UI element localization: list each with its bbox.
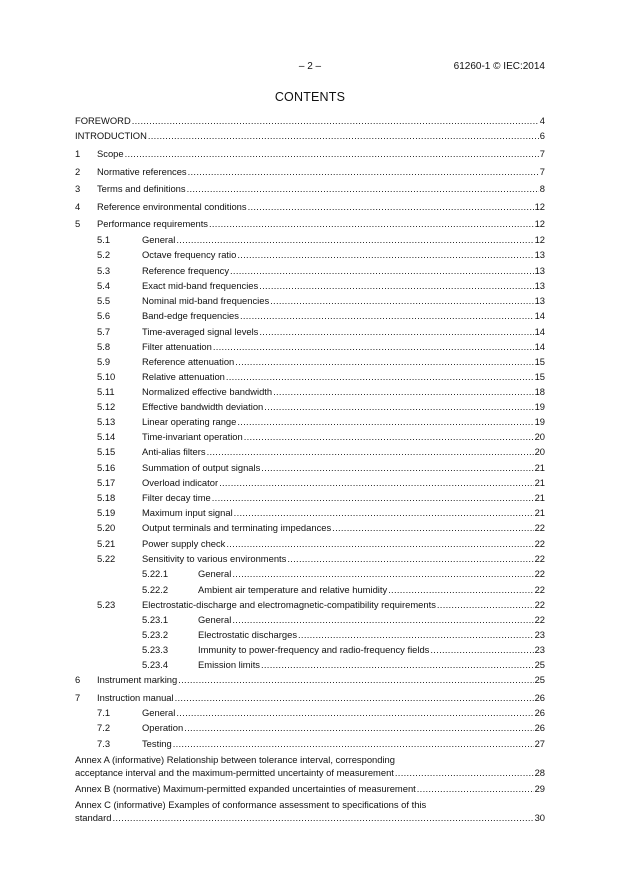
- dot-leader: [213, 341, 534, 353]
- toc-entry-page: 13: [534, 280, 545, 291]
- toc-entry-title: Electrostatic-discharge and electromagnetic-compatibility requirements: [142, 599, 436, 610]
- toc-entry-title: General: [198, 568, 232, 579]
- dot-leader: [234, 507, 534, 519]
- annex-entry[interactable]: [75, 783, 545, 795]
- page-number: – 2 –: [298, 61, 322, 72]
- toc-entry-number: 5.8: [97, 341, 111, 352]
- dot-leader: [148, 130, 539, 142]
- toc-entry[interactable]: [75, 738, 545, 750]
- annex-title: Annex B (normative) Maximum-permitted expanded uncertainties of measurement: [75, 783, 416, 794]
- toc-entry[interactable]: [75, 599, 545, 611]
- toc-entry-title: Scope: [97, 148, 124, 159]
- dot-leader: [237, 249, 533, 261]
- dot-leader: [187, 183, 539, 195]
- toc-entry[interactable]: [75, 416, 545, 428]
- toc-entry-title: Ambient air temperature and relative humidity: [198, 584, 388, 595]
- toc-entry[interactable]: [75, 115, 545, 127]
- toc-entry-page: 12: [534, 218, 545, 229]
- toc-entry-page: 22: [534, 599, 545, 610]
- dot-leader: [212, 492, 534, 504]
- toc-entry-number: 3: [75, 183, 81, 194]
- dot-leader: [244, 431, 534, 443]
- toc-entry-page: 20: [534, 431, 545, 442]
- toc-entry-page: 23: [534, 644, 545, 655]
- dot-leader: [261, 659, 534, 671]
- toc-entry-title: Filter decay time: [142, 492, 211, 503]
- toc-entry-title: Anti-alias filters: [142, 446, 206, 457]
- annex-entry[interactable]: [75, 767, 545, 779]
- toc-entry-number: 5.12: [97, 401, 116, 412]
- dot-leader: [298, 629, 534, 641]
- toc-entry[interactable]: [75, 553, 545, 565]
- annex-page: 30: [534, 812, 545, 823]
- toc-entry[interactable]: [75, 674, 545, 686]
- toc-entry-title: Octave frequency ratio: [142, 249, 237, 260]
- toc-entry-title: Exact mid-band frequencies: [142, 280, 259, 291]
- toc-entry-page: 7: [539, 166, 545, 177]
- toc-entry-page: 7: [539, 148, 545, 159]
- toc-entry-number: 5.19: [97, 507, 116, 518]
- toc-entry-title: Normalized effective bandwidth: [142, 386, 273, 397]
- toc-entry[interactable]: [75, 477, 545, 489]
- toc-entry-page: 13: [534, 249, 545, 260]
- toc-entry-number: 5.15: [97, 446, 116, 457]
- toc-entry-page: 13: [534, 295, 545, 306]
- toc-entry-title: Maximum input signal: [142, 507, 233, 518]
- toc-entry-page: 22: [534, 584, 545, 595]
- toc-entry-number: 1: [75, 148, 81, 159]
- toc-entry[interactable]: [75, 722, 545, 734]
- toc-entry-number: 5.23: [97, 599, 116, 610]
- toc-entry-number: 5.10: [97, 371, 116, 382]
- dot-leader: [240, 310, 534, 322]
- toc-entry-number: 5.21: [97, 538, 116, 549]
- toc-entry[interactable]: [75, 431, 545, 443]
- toc-entry-number: 5.7: [97, 326, 111, 337]
- dot-leader: [259, 280, 533, 292]
- toc-entry-page: 14: [534, 326, 545, 337]
- toc-entry-page: 20: [534, 446, 545, 457]
- toc-entry-title: General: [142, 707, 176, 718]
- annex-page: 29: [534, 783, 545, 794]
- toc-entry[interactable]: [75, 326, 545, 338]
- toc-entry-title: Operation: [142, 722, 184, 733]
- dot-leader: [178, 674, 533, 686]
- toc-entry-title: General: [198, 614, 232, 625]
- toc-entry-page: 22: [534, 538, 545, 549]
- toc-entry-title: Overload indicator: [142, 477, 219, 488]
- toc-entry[interactable]: [75, 446, 545, 458]
- toc-entry-number: 5.23.1: [142, 614, 169, 625]
- annex-title: acceptance interval and the maximum-permitted uncertainty of measurement: [75, 767, 394, 778]
- dot-leader: [287, 553, 533, 565]
- toc-entry-page: 27: [534, 738, 545, 749]
- toc-entry-number: 5.16: [97, 462, 116, 473]
- toc-entry-title: Instrument marking: [97, 674, 178, 685]
- dot-leader: [188, 166, 539, 178]
- dot-leader: [248, 201, 534, 213]
- toc-entry-number: 5.14: [97, 431, 116, 442]
- toc-entry-title: Terms and definitions: [97, 183, 186, 194]
- toc-entry-number: 5.3: [97, 265, 111, 276]
- toc-entry-number: 5.11: [97, 386, 115, 397]
- toc-entry-page: 21: [534, 507, 545, 518]
- toc-entry-page: 8: [539, 183, 545, 194]
- toc-entry-page: 21: [534, 462, 545, 473]
- toc-entry-number: 5.4: [97, 280, 111, 291]
- dot-leader: [132, 115, 539, 127]
- toc-entry-title: Time-invariant operation: [142, 431, 243, 442]
- dot-leader: [230, 265, 534, 277]
- toc-entry-title: Instruction manual: [97, 692, 174, 703]
- toc-entry[interactable]: [75, 166, 545, 178]
- toc-entry-number: 6: [75, 674, 81, 685]
- dot-leader: [259, 326, 533, 338]
- dot-leader: [176, 707, 533, 719]
- toc-entry[interactable]: [75, 341, 545, 353]
- toc-entry-page: 21: [534, 477, 545, 488]
- toc-entry-title: Output terminals and terminating impedances: [142, 522, 332, 533]
- annex-title-line[interactable]: Annex C (informative) Examples of conformance assessment to specifications of this: [75, 799, 427, 810]
- dot-leader: [388, 584, 533, 596]
- toc-entry-title: FOREWORD: [75, 115, 131, 126]
- toc-entry-title: Performance requirements: [97, 218, 208, 229]
- dot-leader: [209, 218, 534, 230]
- toc-entry-page: 15: [534, 356, 545, 367]
- toc-entry-page: 22: [534, 522, 545, 533]
- toc-entry[interactable]: [75, 584, 545, 596]
- toc-entry[interactable]: [75, 295, 545, 307]
- toc-entry-title: INTRODUCTION: [75, 130, 147, 141]
- annex-entry[interactable]: [75, 812, 545, 824]
- dot-leader: [273, 386, 533, 398]
- toc-entry-page: 14: [534, 310, 545, 321]
- dot-leader: [235, 356, 533, 368]
- toc-entry-number: 7.2: [97, 722, 111, 733]
- dot-leader: [176, 234, 533, 246]
- dot-leader: [219, 477, 533, 489]
- toc-entry-title: Summation of output signals: [142, 462, 261, 473]
- toc-entry-number: 5.23.4: [142, 659, 169, 670]
- toc-entry[interactable]: [75, 401, 545, 413]
- toc-entry-number: 5.2: [97, 249, 111, 260]
- toc-entry-title: Electrostatic discharges: [198, 629, 298, 640]
- toc-entry-page: 19: [534, 416, 545, 427]
- toc-entry-title: Reference environmental conditions: [97, 201, 247, 212]
- toc-entry-number: 5.22.1: [142, 568, 169, 579]
- toc-entry-title: Relative attenuation: [142, 371, 225, 382]
- toc-entry[interactable]: [75, 371, 545, 383]
- toc-entry-number: 5.20: [97, 522, 116, 533]
- toc-entry-page: 6: [539, 130, 545, 141]
- toc-entry-page: 13: [534, 265, 545, 276]
- toc-entry-page: 4: [539, 115, 545, 126]
- toc-entry[interactable]: [75, 614, 545, 626]
- dot-leader: [226, 538, 533, 550]
- toc-entry-title: Power supply check: [142, 538, 226, 549]
- dot-leader: [430, 644, 533, 656]
- toc-entry-page: 21: [534, 492, 545, 503]
- annex-title-line[interactable]: Annex A (informative) Relationship between tolerance interval, corresponding: [75, 754, 395, 765]
- toc-entry[interactable]: [75, 234, 545, 246]
- toc-entry-title: Effective bandwidth deviation: [142, 401, 264, 412]
- toc-entry[interactable]: [75, 386, 545, 398]
- toc-entry-page: 26: [534, 692, 545, 703]
- dot-leader: [395, 767, 534, 779]
- annex-title: standard: [75, 812, 112, 823]
- toc-entry[interactable]: [75, 538, 545, 550]
- toc-entry[interactable]: [75, 356, 545, 368]
- toc-entry[interactable]: [75, 507, 545, 519]
- dot-leader: [173, 738, 534, 750]
- toc-entry[interactable]: [75, 644, 545, 656]
- toc-entry[interactable]: [75, 201, 545, 213]
- toc-entry-number: 7.1: [97, 707, 111, 718]
- toc-entry[interactable]: [75, 218, 545, 230]
- toc-entry-title: Linear operating range: [142, 416, 237, 427]
- toc-entry-title: General: [142, 234, 176, 245]
- toc-entry-page: 22: [534, 568, 545, 579]
- toc-entry-number: 7: [75, 692, 81, 703]
- toc-entry-title: Nominal mid-band frequencies: [142, 295, 270, 306]
- toc-entry-page: 22: [534, 553, 545, 564]
- toc-entry[interactable]: [75, 568, 545, 580]
- toc-entry[interactable]: [75, 130, 545, 142]
- toc-entry[interactable]: [75, 183, 545, 195]
- toc-entry-number: 5.9: [97, 356, 111, 367]
- toc-entry-number: 5: [75, 218, 81, 229]
- toc-entry-number: 4: [75, 201, 81, 212]
- dot-leader: [226, 371, 534, 383]
- document-reference: 61260-1 © IEC:2014: [453, 61, 545, 72]
- toc-entry[interactable]: [75, 462, 545, 474]
- toc-entry-page: 25: [534, 659, 545, 670]
- toc-entry-title: Normative references: [97, 166, 187, 177]
- toc-entry-number: 5.5: [97, 295, 111, 306]
- toc-entry-page: 18: [534, 386, 545, 397]
- toc-entry-number: 5.17: [97, 477, 116, 488]
- toc-entry-page: 12: [534, 201, 545, 212]
- dot-leader: [232, 614, 533, 626]
- dot-leader: [112, 812, 533, 824]
- dot-leader: [175, 692, 534, 704]
- toc-entry[interactable]: [75, 629, 545, 641]
- dot-leader: [125, 148, 539, 160]
- toc-entry-page: 25: [534, 674, 545, 685]
- toc-entry-title: Reference attenuation: [142, 356, 235, 367]
- dot-leader: [270, 295, 533, 307]
- toc-entry-page: 26: [534, 722, 545, 733]
- toc-entry-title: Time-averaged signal levels: [142, 326, 259, 337]
- toc-entry[interactable]: [75, 265, 545, 277]
- toc-entry-page: 15: [534, 371, 545, 382]
- toc-entry-number: 5.13: [97, 416, 116, 427]
- annex-page: 28: [534, 767, 545, 778]
- toc-entry[interactable]: [75, 310, 545, 322]
- dot-leader: [437, 599, 534, 611]
- toc-entry-page: 12: [534, 234, 545, 245]
- toc-entry-title: Immunity to power-frequency and radio-frequency fields: [198, 644, 430, 655]
- dot-leader: [264, 401, 533, 413]
- page-title: CONTENTS: [274, 90, 346, 104]
- toc-entry-page: 22: [534, 614, 545, 625]
- toc-entry-title: Band-edge frequencies: [142, 310, 239, 321]
- toc-entry-number: 2: [75, 166, 81, 177]
- toc-entry-number: 7.3: [97, 738, 111, 749]
- toc-entry-number: 5.23.3: [142, 644, 169, 655]
- dot-leader: [261, 462, 533, 474]
- toc-entry-title: Emission limits: [198, 659, 260, 670]
- toc-entry-number: 5.1: [97, 234, 111, 245]
- toc-entry-number: 5.18: [97, 492, 116, 503]
- toc-entry[interactable]: [75, 148, 545, 160]
- toc-entry[interactable]: [75, 692, 545, 704]
- toc-entry-page: 23: [534, 629, 545, 640]
- dot-leader: [417, 783, 534, 795]
- toc-entry-page: 14: [534, 341, 545, 352]
- toc-entry-page: 19: [534, 401, 545, 412]
- toc-entry[interactable]: [75, 492, 545, 504]
- toc-entry-number: 5.6: [97, 310, 111, 321]
- dot-leader: [237, 416, 533, 428]
- toc-entry[interactable]: [75, 280, 545, 292]
- toc-entry-number: 5.23.2: [142, 629, 169, 640]
- toc-entry-title: Filter attenuation: [142, 341, 212, 352]
- dot-leader: [207, 446, 534, 458]
- toc-entry[interactable]: [75, 659, 545, 671]
- toc-entry-number: 5.22: [97, 553, 116, 564]
- dot-leader: [332, 522, 533, 534]
- toc-entry[interactable]: [75, 522, 545, 534]
- dot-leader: [232, 568, 533, 580]
- toc-entry-page: 26: [534, 707, 545, 718]
- toc-entry-title: Sensitivity to various environments: [142, 553, 287, 564]
- toc-entry[interactable]: [75, 249, 545, 261]
- toc-entry-title: Testing: [142, 738, 172, 749]
- toc-entry[interactable]: [75, 707, 545, 719]
- toc-entry-number: 5.22.2: [142, 584, 169, 595]
- toc-entry-title: Reference frequency: [142, 265, 230, 276]
- dot-leader: [184, 722, 533, 734]
